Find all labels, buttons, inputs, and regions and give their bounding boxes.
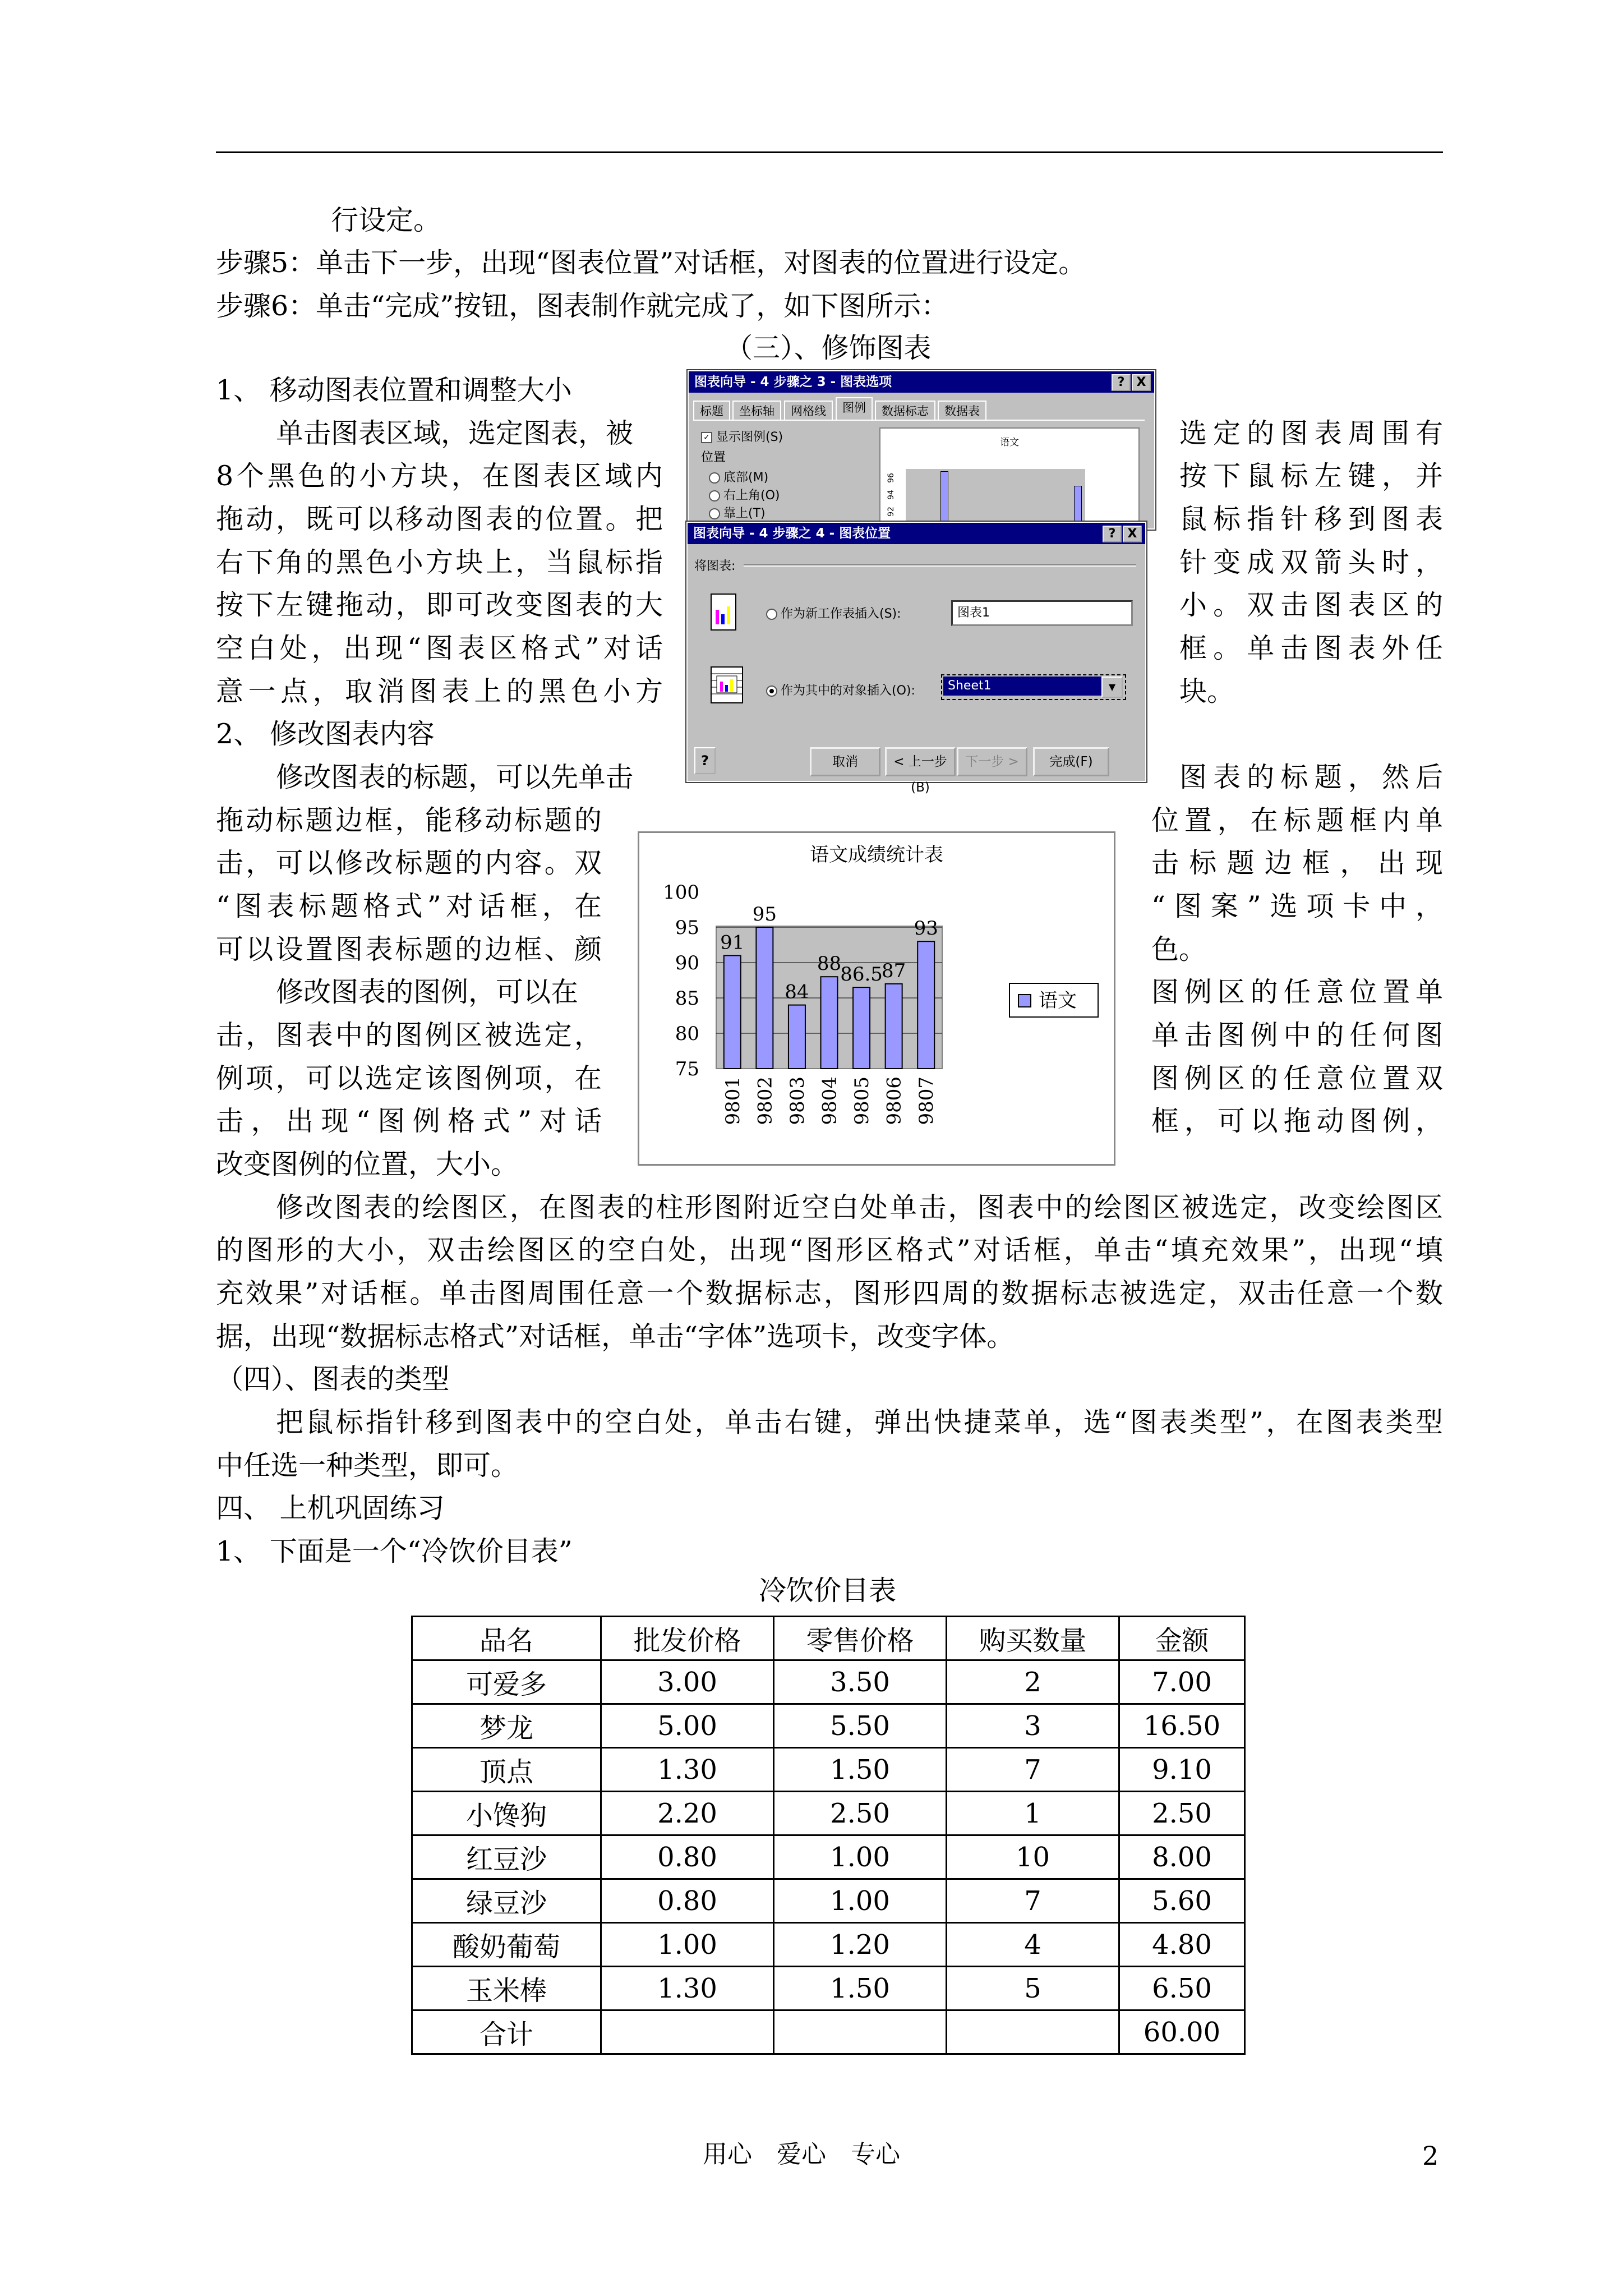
data-label: 87 bbox=[882, 959, 906, 982]
bar bbox=[853, 987, 870, 1069]
table-cell: 3.00 bbox=[601, 1660, 774, 1704]
table-cell: 1.00 bbox=[774, 1835, 947, 1879]
table-cell: 2 bbox=[947, 1660, 1119, 1704]
embed-object-radio[interactable]: 作为其中的对象插入(O): bbox=[766, 681, 915, 698]
next-button[interactable]: 下一步 > bbox=[957, 747, 1027, 776]
text-line: 框，可以拖动图例， bbox=[1151, 1105, 1443, 1137]
table-cell: 3.50 bbox=[774, 1660, 947, 1704]
text-line: 框。单击图表外任 bbox=[1179, 632, 1443, 664]
table-cell: 5.50 bbox=[774, 1704, 947, 1748]
data-label: 91 bbox=[720, 931, 745, 954]
text-line: 图例区的任意位置单 bbox=[1151, 976, 1443, 1008]
text-line: 选定的图表周围有 bbox=[1179, 417, 1443, 449]
section-heading: （三）、修饰图表 bbox=[725, 332, 932, 364]
table-cell: 8.00 bbox=[1119, 1835, 1245, 1879]
page-number: 2 bbox=[1422, 2141, 1439, 2171]
data-label: 88 bbox=[817, 953, 842, 976]
text-line: 把鼠标指针移到图表中的空白处，单击右键，弹出快捷菜单，选“图表类型”，在图表类型 bbox=[276, 1406, 1443, 1438]
table-cell: 2.50 bbox=[774, 1792, 947, 1835]
preview-title: 语文 bbox=[1000, 437, 1019, 448]
table-cell: 1.00 bbox=[601, 1923, 774, 1967]
table-row bbox=[412, 1835, 1245, 1879]
table-row bbox=[412, 1923, 1245, 1967]
table-cell bbox=[774, 2010, 947, 2054]
x-tick-label: 9805 bbox=[851, 1076, 874, 1125]
legend-label: 语文 bbox=[1039, 990, 1077, 1012]
text-line: 例项，可以选定该图例项，在 bbox=[216, 1062, 602, 1094]
x-tick-label: 9804 bbox=[818, 1076, 841, 1125]
bar bbox=[756, 927, 773, 1069]
finish-button[interactable]: 完成(F) bbox=[1033, 747, 1109, 776]
header-rule bbox=[216, 151, 1443, 153]
x-tick-label: 9802 bbox=[754, 1076, 777, 1125]
x-tick-label: 9801 bbox=[721, 1076, 744, 1125]
table-cell: 7.00 bbox=[1119, 1660, 1245, 1704]
table-cell: 1.20 bbox=[774, 1923, 947, 1967]
text-line: 击，可以修改标题的内容。双 bbox=[216, 847, 602, 879]
text-line: 击，图表中的图例区被选定， bbox=[216, 1019, 602, 1051]
table-row bbox=[412, 1879, 1245, 1923]
text-line: 步骤5：单击下一步，出现“图表位置”对话框，对图表的位置进行设定。 bbox=[216, 247, 1086, 279]
text-line: 改变图例的位置，大小。 bbox=[216, 1148, 519, 1180]
preview-tick: 96 bbox=[886, 473, 896, 483]
text-line: 空白处，出现“图表区格式”对话 bbox=[216, 632, 663, 664]
text-line: 行设定。 bbox=[331, 204, 441, 236]
back-button[interactable]: < 上一步(B) bbox=[885, 747, 956, 776]
close-button[interactable]: X bbox=[1132, 374, 1151, 391]
preview-tick: 92 bbox=[886, 507, 896, 517]
x-tick-label: 9803 bbox=[786, 1076, 809, 1125]
text-line: 单击图表区域，选定图表，被 bbox=[276, 417, 634, 449]
text-line: 步骤6：单击“完成”按钮，图表制作就完成了，如下图所示： bbox=[216, 290, 949, 322]
table-cell: 红豆沙 bbox=[412, 1835, 601, 1879]
preview-tick: 94 bbox=[886, 490, 896, 500]
score-chart[interactable] bbox=[638, 831, 1115, 1166]
table-cell: 1.30 bbox=[601, 1967, 774, 2010]
chart-title: 语文成绩统计表 bbox=[810, 844, 943, 866]
column-header: 品名 bbox=[412, 1617, 601, 1660]
table-cell: 玉米棒 bbox=[412, 1967, 601, 2010]
table-cell: 6.50 bbox=[1119, 1967, 1245, 2010]
position-bottom-radio[interactable]: 底部(M) bbox=[709, 468, 768, 485]
table-row bbox=[412, 1792, 1245, 1835]
new-sheet-radio[interactable]: 作为新工作表插入(S): bbox=[766, 604, 901, 622]
y-tick-label: 100 bbox=[663, 881, 699, 904]
section-heading: 1、 移动图表位置和调整大小 bbox=[216, 374, 572, 406]
text-line: 拖动标题边框，能移动标题的 bbox=[216, 804, 602, 836]
cancel-button[interactable]: 取消 bbox=[810, 747, 880, 776]
bar bbox=[821, 977, 838, 1069]
text-line: 修改图表的标题，可以先单击 bbox=[276, 761, 634, 793]
table-cell: 1.50 bbox=[774, 1967, 947, 2010]
table-cell: 16.50 bbox=[1119, 1704, 1245, 1748]
new-sheet-name-input[interactable]: 图表1 bbox=[951, 600, 1133, 626]
place-chart-label: 将图表: bbox=[694, 559, 736, 573]
text-line: 色。 bbox=[1151, 933, 1207, 965]
table-cell: 5 bbox=[947, 1967, 1119, 2010]
table-row bbox=[412, 1660, 1245, 1704]
help-button[interactable]: ? bbox=[1112, 374, 1131, 391]
text-line: 意一点，取消图表上的黑色小方 bbox=[216, 675, 663, 707]
price-table bbox=[411, 1616, 1246, 2055]
text-line: 小。双击图表区的 bbox=[1179, 589, 1443, 621]
text-line: 块。 bbox=[1179, 675, 1235, 707]
data-label: 86.5 bbox=[840, 963, 883, 986]
embedded-object-icon bbox=[710, 666, 744, 705]
tab-title[interactable]: 标题 bbox=[693, 401, 730, 421]
chart-options-dialog bbox=[688, 370, 1155, 530]
chart-preview bbox=[879, 427, 1140, 530]
dialog-title: 图表向导 - 4 步骤之 4 - 图表位置 bbox=[688, 523, 1145, 544]
table-cell bbox=[601, 2010, 774, 2054]
chart-canvas bbox=[639, 833, 1114, 1164]
text-line: 8个黑色的小方块，在图表区域内 bbox=[216, 460, 663, 492]
text-line: 图表的标题，然后 bbox=[1179, 761, 1443, 793]
help-icon[interactable]: ? bbox=[694, 747, 716, 774]
table-cell: 9.10 bbox=[1119, 1748, 1245, 1792]
table-cell: 2.20 bbox=[601, 1792, 774, 1835]
tab-data-labels[interactable]: 数据标志 bbox=[875, 401, 935, 421]
table-cell: 0.80 bbox=[601, 1879, 774, 1923]
table-cell: 3 bbox=[947, 1704, 1119, 1748]
table-cell: 梦龙 bbox=[412, 1704, 601, 1748]
close-button[interactable]: X bbox=[1123, 526, 1142, 542]
y-tick-label: 90 bbox=[675, 952, 699, 974]
table-cell: 可爱多 bbox=[412, 1660, 601, 1704]
tab-axis[interactable]: 坐标轴 bbox=[732, 401, 781, 421]
text-line: 修改图表的图例，可以在 bbox=[276, 976, 579, 1008]
table-cell: 5.00 bbox=[601, 1704, 774, 1748]
table-cell: 酸奶葡萄 bbox=[412, 1923, 601, 1967]
text-line: 1、 下面是一个“冷饮价目表” bbox=[216, 1535, 573, 1567]
text-line: 按下鼠标左键，并 bbox=[1179, 460, 1443, 492]
text-line: 的图形的大小，双击绘图区的空白处，出现“图形区格式”对话框，单击“填充效果”，出现“填 bbox=[216, 1234, 1443, 1266]
help-button[interactable]: ? bbox=[1103, 526, 1122, 542]
table-cell: 1.00 bbox=[774, 1879, 947, 1923]
table-cell: 4.80 bbox=[1119, 1923, 1245, 1967]
text-line: 击标题边框，出现 bbox=[1151, 847, 1443, 879]
chevron-down-icon[interactable]: ▼ bbox=[1101, 677, 1123, 698]
text-line: 据，出现“数据标志格式”对话框，单击“字体”选项卡，改变字体。 bbox=[216, 1320, 1015, 1352]
x-tick-label: 9806 bbox=[883, 1076, 906, 1125]
table-cell: 60.00 bbox=[1119, 2010, 1245, 2054]
position-label: 位置 bbox=[701, 450, 726, 464]
text-line: 可以设置图表标题的边框、颜 bbox=[216, 933, 602, 965]
footer-motto: 用心 爱心 专心 bbox=[703, 2140, 900, 2169]
data-label: 84 bbox=[785, 981, 809, 1004]
column-header: 零售价格 bbox=[774, 1617, 947, 1660]
position-top-radio[interactable]: 靠上(T) bbox=[709, 504, 766, 521]
text-line: 充效果”对话框。单击图周围任意一个数据标志，图形四周的数据标志被选定，双击任意一个数 bbox=[216, 1277, 1443, 1309]
column-header: 购买数量 bbox=[947, 1617, 1119, 1660]
data-label: 93 bbox=[914, 917, 938, 940]
table-cell: 合计 bbox=[412, 2010, 601, 2054]
text-line: 位置，在标题框内单 bbox=[1151, 804, 1443, 836]
column-header: 批发价格 bbox=[601, 1617, 774, 1660]
table-cell: 5.60 bbox=[1119, 1879, 1245, 1923]
bar bbox=[917, 941, 934, 1069]
table-cell: 2.50 bbox=[1119, 1792, 1245, 1835]
text-line: “图案”选项卡中， bbox=[1151, 890, 1443, 922]
table-cell: 7 bbox=[947, 1879, 1119, 1923]
table-row bbox=[412, 1748, 1245, 1792]
sheet-select[interactable]: Sheet1 bbox=[943, 677, 1103, 696]
text-line: 中任选一种类型，即可。 bbox=[216, 1450, 519, 1481]
table-row bbox=[412, 2010, 1245, 2054]
y-tick-label: 85 bbox=[675, 987, 699, 1010]
table-cell: 小馋狗 bbox=[412, 1792, 601, 1835]
tab-legend[interactable]: 图例 bbox=[836, 397, 873, 421]
bar bbox=[789, 1005, 805, 1069]
x-tick-label: 9807 bbox=[915, 1076, 938, 1125]
bar bbox=[886, 984, 902, 1069]
text-line: 击，出现“图例格式”对话 bbox=[216, 1105, 602, 1137]
text-line: 右下角的黑色小方块上，当鼠标指 bbox=[216, 546, 663, 578]
table-row bbox=[412, 1967, 1245, 2010]
tab-data-table[interactable]: 数据表 bbox=[938, 401, 986, 421]
position-corner-radio[interactable]: 右上角(O) bbox=[709, 486, 780, 503]
data-label: 95 bbox=[752, 903, 777, 926]
y-tick-label: 75 bbox=[675, 1058, 699, 1080]
tab-gridlines[interactable]: 网格线 bbox=[784, 401, 833, 421]
y-tick-label: 95 bbox=[675, 917, 699, 939]
table-cell: 4 bbox=[947, 1923, 1119, 1967]
legend-swatch bbox=[1018, 995, 1031, 1007]
table-title: 冷饮价目表 bbox=[758, 1575, 896, 1607]
table-cell: 1 bbox=[947, 1792, 1119, 1835]
section-heading: 四、 上机巩固练习 bbox=[216, 1492, 445, 1524]
table-cell: 顶点 bbox=[412, 1748, 601, 1792]
column-header: 金额 bbox=[1119, 1617, 1245, 1660]
table-cell bbox=[947, 2010, 1119, 2054]
text-line: 针变成双箭头时， bbox=[1179, 546, 1443, 578]
text-line: 按下左键拖动，即可改变图表的大 bbox=[216, 589, 663, 621]
table-cell: 0.80 bbox=[601, 1835, 774, 1879]
table-row bbox=[412, 1704, 1245, 1748]
preview-plot bbox=[906, 469, 1085, 530]
table-cell: 7 bbox=[947, 1748, 1119, 1792]
text-line: 鼠标指针移到图表 bbox=[1179, 503, 1443, 535]
text-line: “图表标题格式”对话框，在 bbox=[216, 890, 602, 922]
table-cell: 10 bbox=[947, 1835, 1119, 1879]
bar bbox=[724, 955, 741, 1069]
text-line: 拖动，既可以移动图表的位置。把 bbox=[216, 503, 663, 535]
text-line: 图例区的任意位置双 bbox=[1151, 1062, 1443, 1094]
chart-location-dialog bbox=[686, 522, 1146, 795]
table-cell: 绿豆沙 bbox=[412, 1879, 601, 1923]
text-line: 修改图表的绘图区，在图表的柱形图附近空白处单击，图表中的绘图区被选定，改变绘图区 bbox=[276, 1191, 1443, 1223]
table-cell: 1.30 bbox=[601, 1748, 774, 1792]
y-tick-label: 80 bbox=[675, 1023, 699, 1045]
text-line: 单击图例中的任何图 bbox=[1151, 1019, 1443, 1051]
new-sheet-icon bbox=[710, 593, 738, 632]
table-header-row bbox=[412, 1617, 1245, 1660]
section-heading: 2、 修改图表内容 bbox=[216, 718, 435, 750]
dialog-title: 图表向导 - 4 步骤之 3 - 图表选项 bbox=[689, 371, 1154, 393]
section-heading: （四）、图表的类型 bbox=[216, 1363, 450, 1395]
show-legend-checkbox[interactable]: ✓ 显示图例(S) bbox=[701, 427, 783, 445]
table-cell: 1.50 bbox=[774, 1748, 947, 1792]
show-legend-label: 显示图例(S) bbox=[716, 430, 783, 444]
